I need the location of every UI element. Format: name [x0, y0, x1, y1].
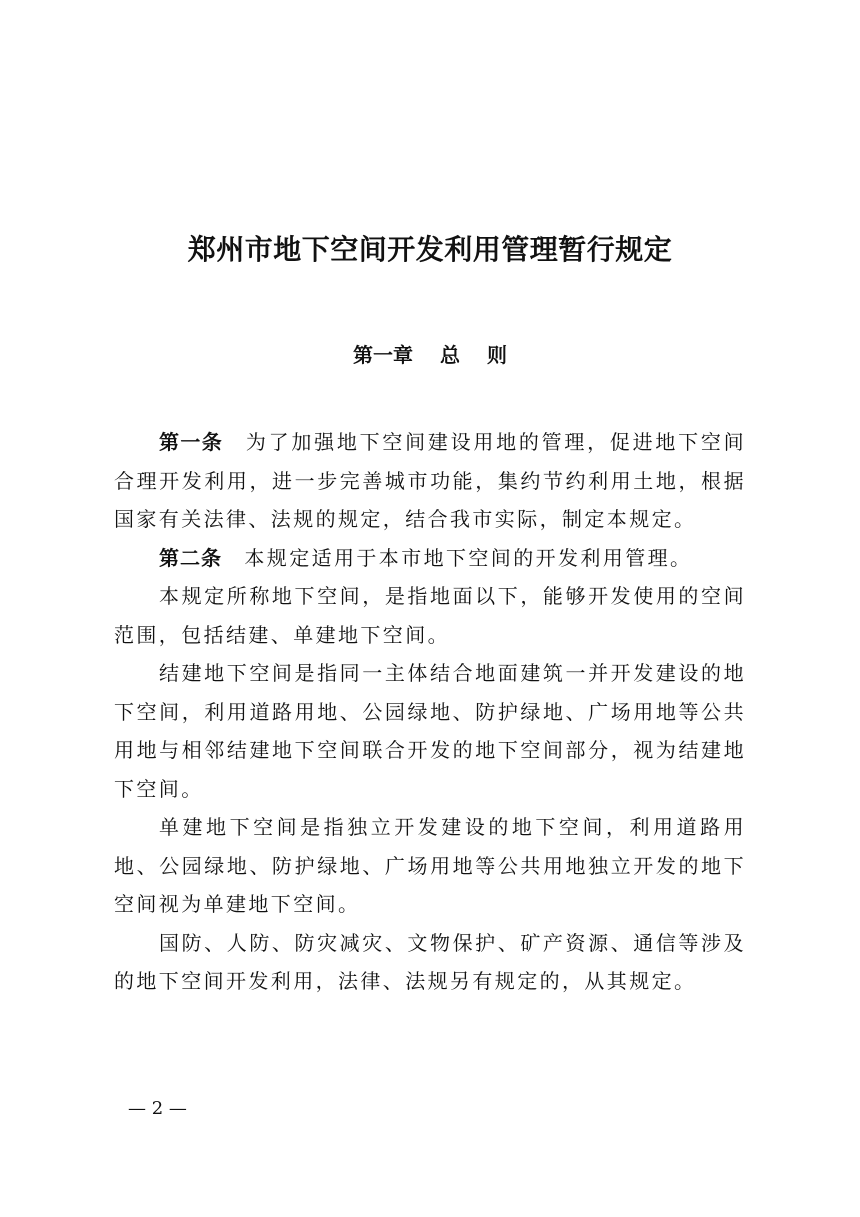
paragraph-standalone-space [114, 808, 746, 924]
page-number: — 2 — [128, 1098, 187, 1119]
document-title: 郑州市地下空间开发利用管理暂行规定 [187, 233, 673, 266]
paragraph-text: 单建地下空间是指独立开发建设的地下空间，利用道路用地、公园绿地、防护绿地、广场用地等公共用地独立开发的地下空间视为单建地下空间。 [114, 815, 746, 916]
paragraph-exceptions [114, 924, 746, 1001]
paragraph-combined-space [114, 654, 746, 808]
paragraph-article-2 [114, 539, 746, 578]
paragraph-text: 为了加强地下空间建设用地的管理，促进地下空间合理开发利用，进一步完善城市功能，集约节约利用土地，根据国家有关法律、法规的规定，结合我市实际，制定本规定。 [114, 430, 747, 531]
paragraph-article-1 [114, 423, 746, 539]
paragraph-definition [114, 577, 746, 654]
paragraph-text: 本规定适用于本市地下空间的开发利用管理。 [222, 545, 693, 570]
document-body [114, 423, 746, 1001]
chapter-heading: 第一章 总 则 [353, 343, 507, 367]
paragraph-text: 国防、人防、防灾减灾、文物保护、矿产资源、通信等涉及的地下空间开发利用，法律、法规另有规定的，从其规定。 [114, 930, 746, 993]
article-label: 第一条 [159, 430, 224, 454]
paragraph-text: 结建地下空间是指同一主体结合地面建筑一并开发建设的地下空间，利用道路用地、公园绿地、防护绿地、广场用地等公共用地与相邻结建地下空间联合开发的地下空间部分，视为结建地下空间。 [114, 661, 746, 801]
paragraph-text: 本规定所称地下空间，是指地面以下，能够开发使用的空间范围，包括结建、单建地下空间。 [114, 584, 746, 647]
article-label: 第二条 [159, 545, 222, 570]
